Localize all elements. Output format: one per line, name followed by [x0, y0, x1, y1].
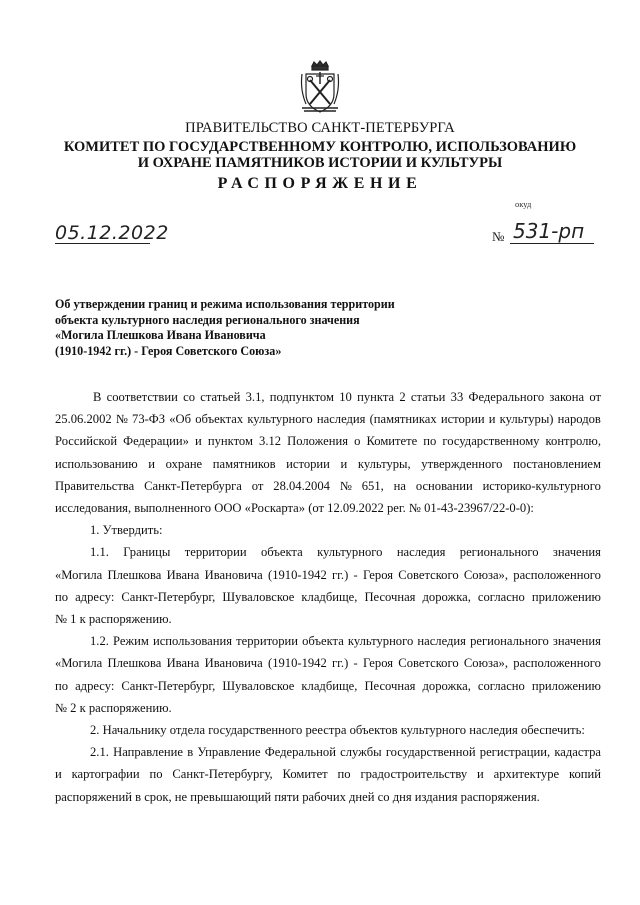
text-line: «Могила Плешкова Ивана Ивановича (1910-1942 гг.) - Героя Советского Союза», расположенного	[55, 567, 601, 582]
text-line: № 2 к распоряжению.	[55, 700, 172, 715]
text-line: и картографии по Санкт-Петербургу, Комитет по градостроительству и архитектуре копий	[55, 767, 601, 782]
paragraph-approve: 1. Утвердить:	[90, 523, 163, 538]
document-number: 531-рп	[513, 219, 585, 243]
date-underline	[55, 243, 150, 244]
text-line: В соответствии со статьей 3.1, подпунктом 10 пункта 2 статьи 33 Федерального закона от	[93, 390, 601, 404]
paragraph-2: 2. Начальнику отдела государственного реестра объектов культурного наследия обеспечить:	[90, 723, 585, 738]
subject-line: «Могила Плешкова Ивана Ивановича	[55, 328, 266, 343]
text-line: «Могила Плешкова Ивана Ивановича (1910-1942 гг.) - Героя Советского Союза», расположенного	[55, 656, 601, 671]
text-line: 2.1. Направление в Управление Федеральной службы государственной регистрации, кадастра	[90, 745, 601, 760]
text-line: Российской Федерации» и пунктом 3.12 Положения о Комитете по государственному контролю,	[55, 434, 601, 449]
number-underline	[510, 243, 594, 244]
text-line: по адресу: Санкт-Петербург, Шуваловское кладбище, Песочная дорожка, согласно приложению	[55, 678, 601, 693]
document-body	[55, 386, 601, 808]
text-line: использованию и охране памятников истории и культуры, утвержденного постановлением	[55, 456, 601, 471]
subject-line: Об утверждении границ и режима использования территории	[55, 297, 395, 311]
text-line: 1.1. Границы территории объекта культурного наследия регионального значения	[90, 545, 601, 560]
text-line: исследования, выполненного ООО «Роскарта» (от 12.09.2022 рег. № 01-43-23967/22-0-0):	[55, 501, 534, 516]
text-line: 25.06.2002 № 73-ФЗ «Об объектах культурного наследия (памятниках истории и культуры) народов	[55, 412, 601, 427]
subject-line: (1910-1942 гг.) - Героя Советского Союза»	[55, 343, 282, 358]
document-subject	[55, 297, 395, 359]
text-line: распоряжений в срок, не превышающий пяти рабочих дней со дня издания распоряжения.	[55, 789, 540, 804]
text-line: Правительства Санкт-Петербурга от 28.04.2004 № 651, на основании историко-культурного	[55, 478, 601, 493]
paragraph-1-2	[55, 630, 601, 719]
text-line: 1.2. Режим использования территории объекта культурного наследия регионального значения	[90, 634, 601, 649]
committee-name-line-2: И ОХРАНЕ ПАМЯТНИКОВ ИСТОРИИ И КУЛЬТУРЫ	[137, 155, 503, 171]
paragraph-preamble	[55, 386, 601, 519]
committee-name-line-1: КОМИТЕТ ПО ГОСУДАРСТВЕННОМУ КОНТРОЛЮ, ИСПОЛЬЗОВАНИЮ	[63, 139, 577, 155]
subject-line: объекта культурного наследия регионального значения	[55, 312, 360, 327]
paragraph-1-1	[55, 541, 601, 630]
document-type: РАСПОРЯЖЕНИЕ	[217, 175, 423, 192]
okud-label: окуд	[515, 199, 532, 209]
document-date: 05.12.2022	[55, 222, 169, 244]
st-petersburg-coat-of-arms-icon	[298, 60, 342, 116]
text-line: № 1 к распоряжению.	[55, 612, 172, 627]
text-line: по адресу: Санкт-Петербург, Шуваловское кладбище, Песочная дорожка, согласно приложению	[55, 589, 601, 604]
paragraph-2-1	[55, 741, 601, 808]
number-prefix: №	[492, 229, 505, 244]
government-name: ПРАВИТЕЛЬСТВО САНКТ-ПЕТЕРБУРГА	[185, 120, 455, 136]
